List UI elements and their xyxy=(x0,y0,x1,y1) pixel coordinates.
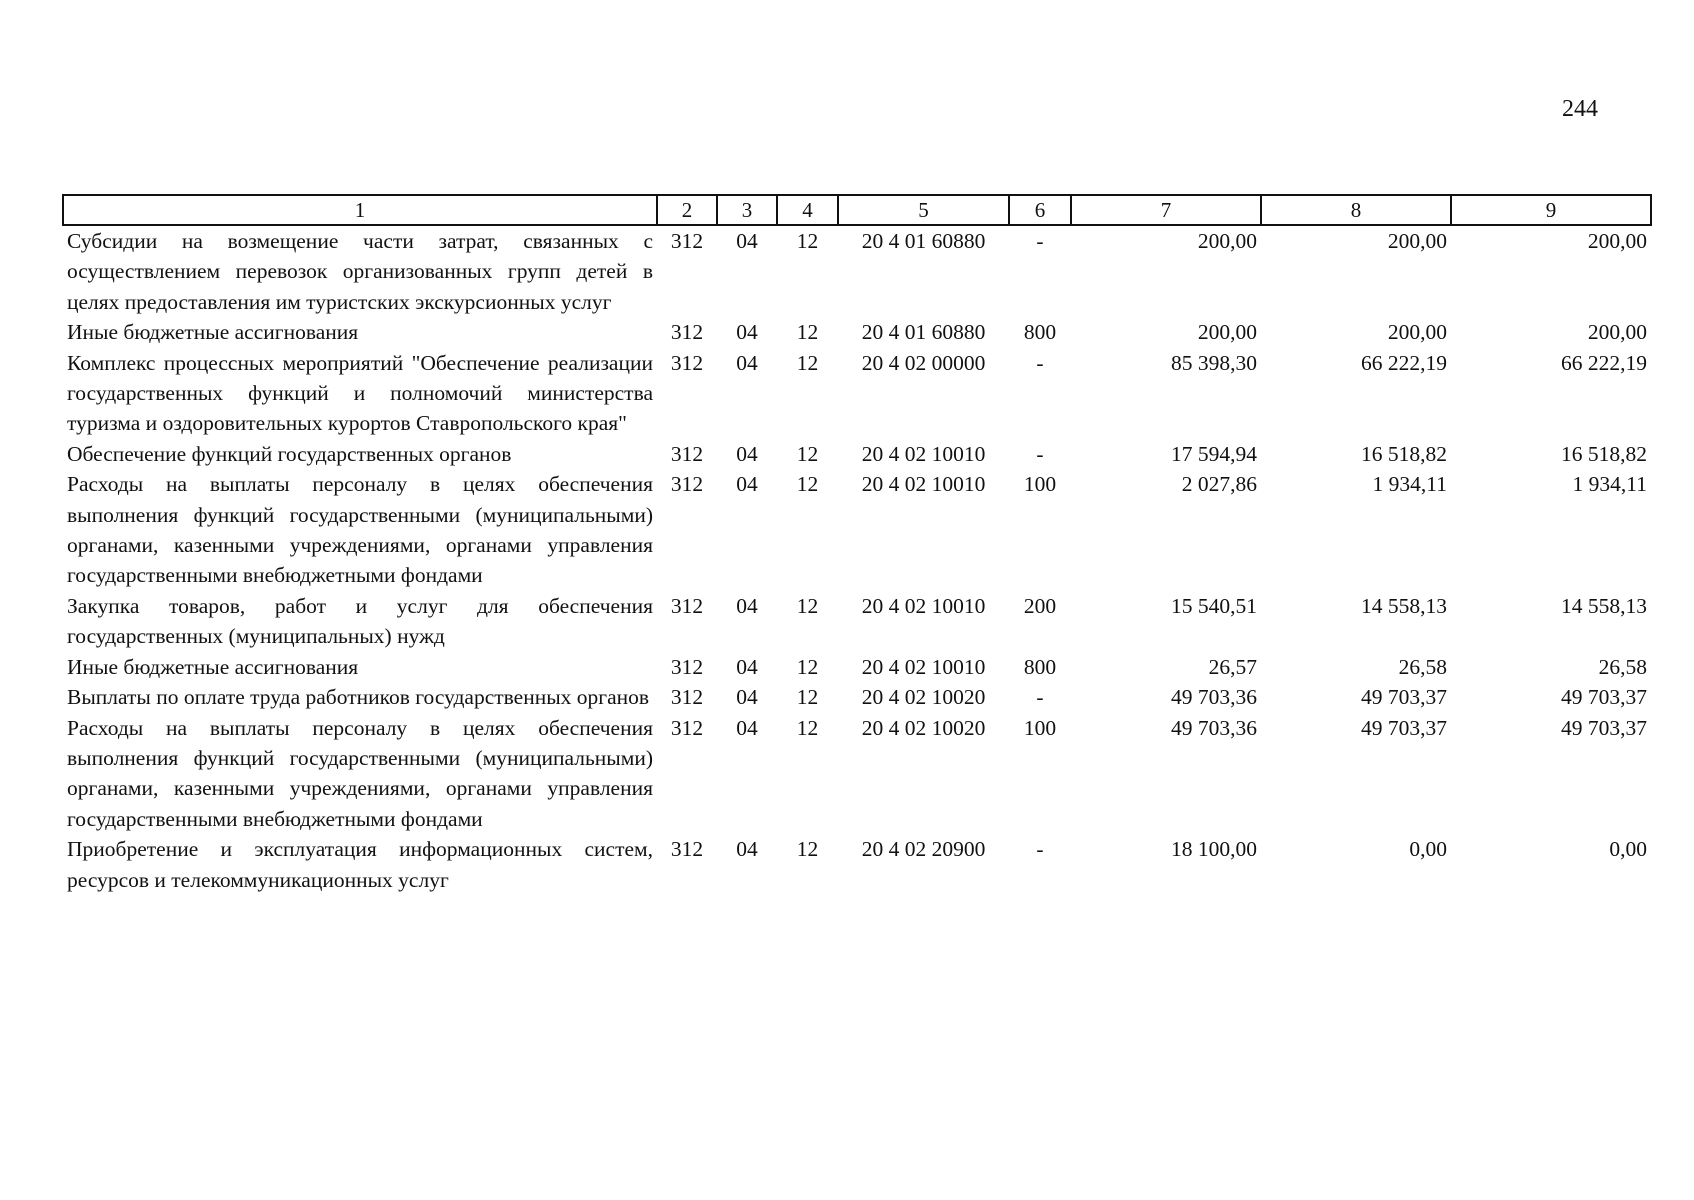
row-subsection-code: 12 xyxy=(796,715,819,740)
row-ministry-code: 312 xyxy=(670,350,704,375)
page-number: 244 xyxy=(1562,96,1598,122)
header-row xyxy=(63,195,1651,225)
row-target-article: 20 4 02 10020 xyxy=(861,715,986,740)
row-amount-col9: 49 703,37 xyxy=(1561,685,1647,710)
row-amount-col8: 16 518,82 xyxy=(1361,441,1447,466)
row-subsection-code: 12 xyxy=(796,472,819,497)
row-name: Расходы на выплаты персоналу в целях обеспечения выполнения функций государственными (муниципальными) органами, казенными учреждениями, органами управления государственными внебюджетными фондами xyxy=(67,472,653,588)
header-col-5: 5 xyxy=(838,195,1009,225)
row-amount-col8: 14 558,13 xyxy=(1361,593,1447,618)
row-amount-col7: 49 703,36 xyxy=(1171,685,1257,710)
row-amount-col9: 16 518,82 xyxy=(1561,441,1647,466)
row-ministry-code: 312 xyxy=(670,685,704,710)
header-col-9: 9 xyxy=(1451,195,1651,225)
row-expense-type: 800 xyxy=(1023,320,1057,345)
row-target-article: 20 4 01 60880 xyxy=(861,229,986,253)
row-subsection-code: 12 xyxy=(796,654,819,679)
row-expense-type: 200 xyxy=(1023,593,1057,618)
table-row xyxy=(63,652,1651,682)
table-row xyxy=(63,348,1651,439)
row-section-code: 04 xyxy=(736,350,758,375)
row-ministry-code: 312 xyxy=(670,229,704,253)
row-section-code: 04 xyxy=(736,229,758,253)
row-subsection-code: 12 xyxy=(796,441,819,466)
row-amount-col7: 15 540,51 xyxy=(1171,593,1257,618)
row-expense-type: 800 xyxy=(1023,654,1057,679)
row-amount-col9: 26,58 xyxy=(1598,654,1647,679)
row-ministry-code: 312 xyxy=(670,441,704,466)
row-amount-col7: 49 703,36 xyxy=(1171,715,1257,740)
row-name: Обеспечение функций государственных органов xyxy=(67,441,512,466)
row-expense-type: - xyxy=(1036,441,1044,466)
row-amount-col9: 200,00 xyxy=(1587,229,1647,253)
table-row xyxy=(63,591,1651,652)
row-amount-col9: 66 222,19 xyxy=(1561,350,1647,375)
row-target-article: 20 4 01 60880 xyxy=(861,320,986,345)
row-subsection-code: 12 xyxy=(796,320,819,345)
row-amount-col9: 200,00 xyxy=(1587,320,1647,345)
row-ministry-code: 312 xyxy=(670,320,704,345)
row-amount-col9: 49 703,37 xyxy=(1561,715,1647,740)
row-name: Приобретение и эксплуатация информационных систем, ресурсов и телекоммуникационных услуг xyxy=(67,837,653,892)
row-amount-col8: 1 934,11 xyxy=(1372,472,1447,497)
header-col-7: 7 xyxy=(1071,195,1261,225)
row-section-code: 04 xyxy=(736,837,758,862)
row-name: Иные бюджетные ассигнования xyxy=(67,654,359,679)
table-row xyxy=(63,439,1651,469)
row-amount-col8: 0,00 xyxy=(1409,837,1447,862)
header-col-2: 2 xyxy=(657,195,717,225)
row-expense-type: - xyxy=(1036,685,1044,710)
row-name: Комплекс процессных мероприятий "Обеспечение реализации государственных функций и полномочий министерства туризма и оздоровительных курортов Ставропольского края" xyxy=(67,350,653,436)
row-subsection-code: 12 xyxy=(796,229,819,253)
row-target-article: 20 4 02 10010 xyxy=(861,593,986,618)
row-subsection-code: 12 xyxy=(796,685,819,710)
row-name: Выплаты по оплате труда работников государственных органов xyxy=(67,685,650,710)
row-amount-col8: 66 222,19 xyxy=(1361,350,1447,375)
row-section-code: 04 xyxy=(736,593,758,618)
row-name: Иные бюджетные ассигнования xyxy=(67,320,359,345)
row-expense-type: 100 xyxy=(1023,715,1057,740)
row-section-code: 04 xyxy=(736,654,758,679)
row-section-code: 04 xyxy=(736,685,758,710)
header-col-3: 3 xyxy=(717,195,777,225)
row-subsection-code: 12 xyxy=(796,837,819,862)
row-target-article: 20 4 02 10020 xyxy=(861,685,986,710)
budget-table xyxy=(62,194,1652,895)
table-row xyxy=(63,225,1651,317)
row-amount-col8: 26,58 xyxy=(1398,654,1447,679)
header-col-6: 6 xyxy=(1009,195,1071,225)
row-amount-col8: 49 703,37 xyxy=(1361,685,1447,710)
row-subsection-code: 12 xyxy=(796,350,819,375)
row-amount-col8: 49 703,37 xyxy=(1361,715,1447,740)
row-section-code: 04 xyxy=(736,715,758,740)
row-amount-col8: 200,00 xyxy=(1387,229,1447,253)
row-ministry-code: 312 xyxy=(670,837,704,862)
table-row xyxy=(63,713,1651,835)
table-row xyxy=(63,834,1651,895)
row-amount-col7: 26,57 xyxy=(1208,654,1257,679)
header-col-4: 4 xyxy=(777,195,838,225)
table-row xyxy=(63,682,1651,712)
row-amount-col7: 200,00 xyxy=(1197,229,1257,253)
row-section-code: 04 xyxy=(736,472,758,497)
row-expense-type: - xyxy=(1036,350,1044,375)
row-target-article: 20 4 02 10010 xyxy=(861,472,986,497)
row-ministry-code: 312 xyxy=(670,715,704,740)
row-ministry-code: 312 xyxy=(670,472,704,497)
row-subsection-code: 12 xyxy=(796,593,819,618)
row-ministry-code: 312 xyxy=(670,654,704,679)
header-col-8: 8 xyxy=(1261,195,1451,225)
row-amount-col7: 200,00 xyxy=(1197,320,1257,345)
row-amount-col7: 85 398,30 xyxy=(1171,350,1257,375)
row-amount-col8: 200,00 xyxy=(1387,320,1447,345)
row-name: Расходы на выплаты персоналу в целях обеспечения выполнения функций государственными (муниципальными) органами, казенными учреждениями, органами управления государственными внебюджетными фондами xyxy=(67,715,653,831)
row-name: Закупка товаров, работ и услуг для обеспечения государственных (муниципальных) нужд xyxy=(67,593,653,649)
table-row xyxy=(63,317,1651,347)
row-expense-type: - xyxy=(1036,837,1044,862)
row-section-code: 04 xyxy=(736,320,758,345)
row-target-article: 20 4 02 10010 xyxy=(861,441,986,466)
row-expense-type: 100 xyxy=(1023,472,1057,497)
row-amount-col9: 14 558,13 xyxy=(1561,593,1647,618)
row-amount-col9: 1 934,11 xyxy=(1572,472,1647,497)
row-expense-type: - xyxy=(1036,229,1044,253)
row-ministry-code: 312 xyxy=(670,593,704,618)
row-amount-col7: 2 027,86 xyxy=(1181,472,1257,497)
row-section-code: 04 xyxy=(736,441,758,466)
row-target-article: 20 4 02 10010 xyxy=(861,654,986,679)
row-amount-col7: 17 594,94 xyxy=(1171,441,1257,466)
row-amount-col9: 0,00 xyxy=(1609,837,1647,862)
table-row xyxy=(63,469,1651,591)
row-name: Субсидии на возмещение части затрат, связанных с осуществлением перевозок организованных групп детей в целях предоставления им туристских экскурсионных услуг xyxy=(67,229,653,314)
header-col-1: 1 xyxy=(63,195,657,225)
row-target-article: 20 4 02 00000 xyxy=(861,350,986,375)
row-amount-col7: 18 100,00 xyxy=(1171,837,1257,862)
row-target-article: 20 4 02 20900 xyxy=(861,837,986,862)
